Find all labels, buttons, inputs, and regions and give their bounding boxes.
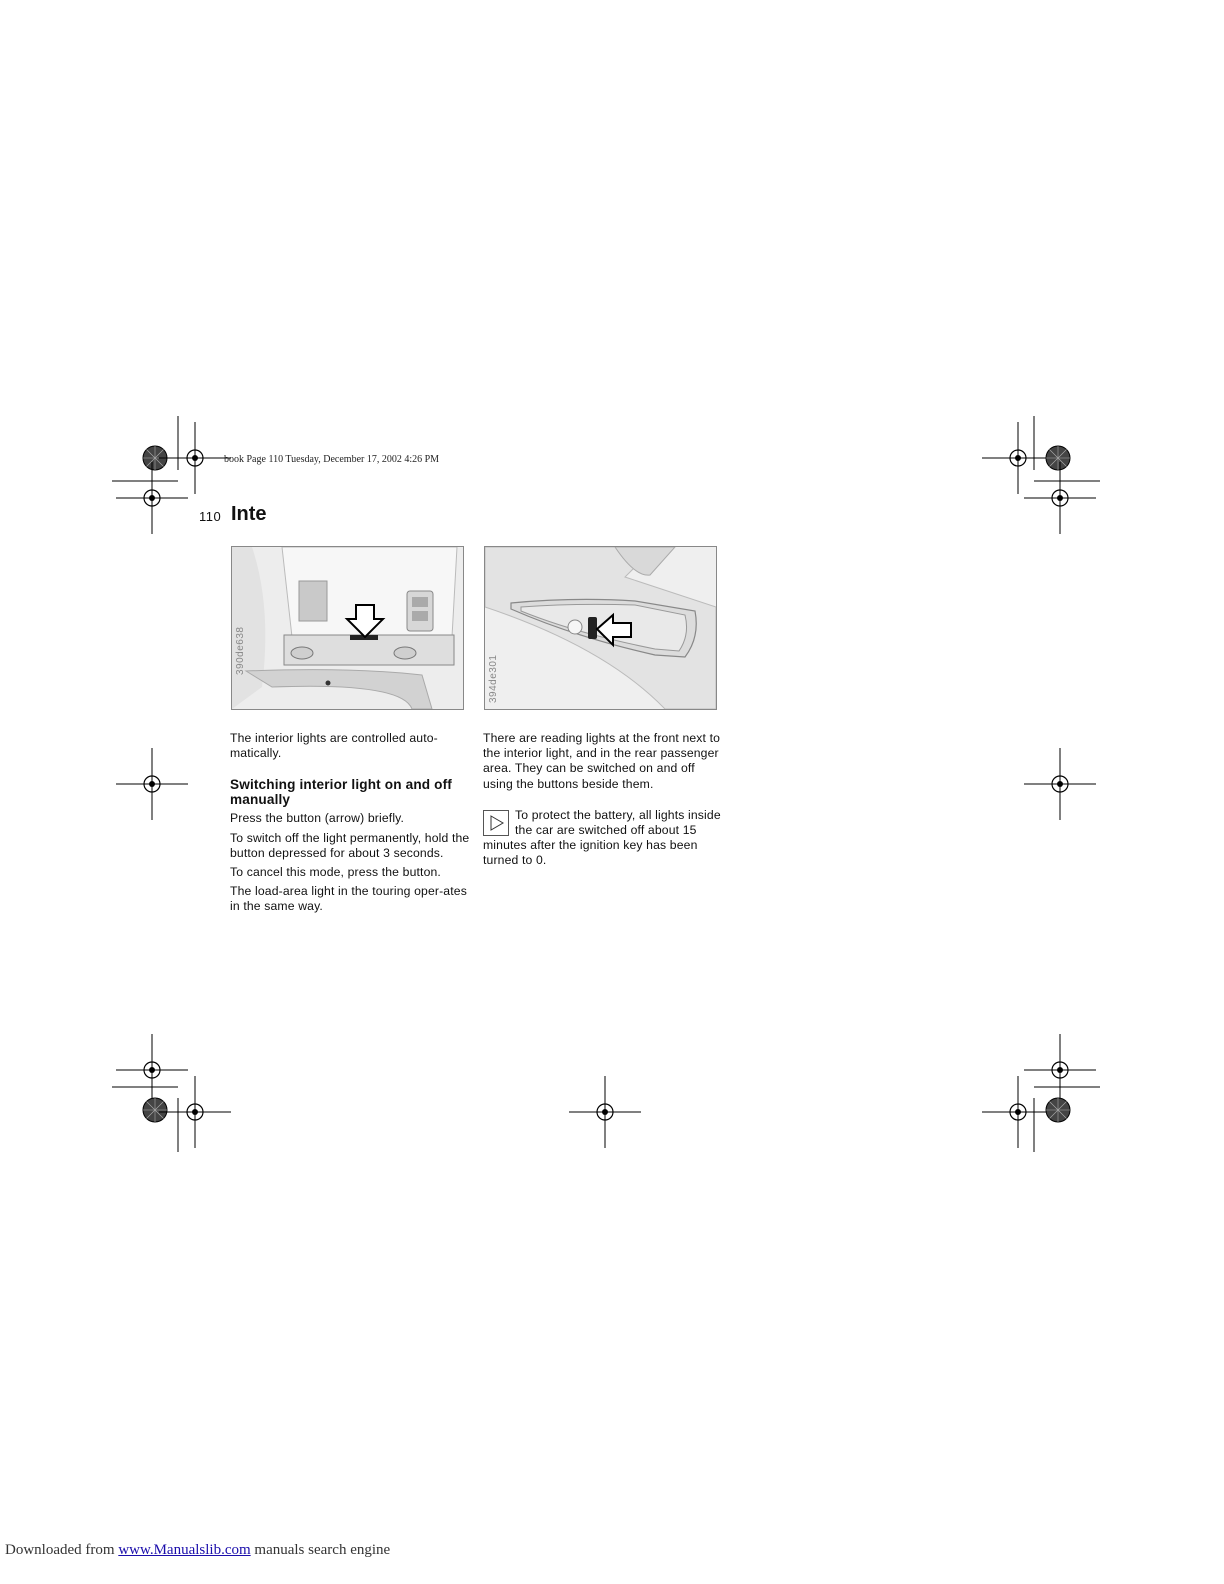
intro-text: The interior lights are controlled auto-matically. xyxy=(230,731,438,761)
footer-suffix: manuals search engine xyxy=(250,1542,391,1558)
reading-light-illustration xyxy=(485,547,716,709)
figure-reading-light xyxy=(484,546,717,710)
paragraph: To switch off the light permanently, hold the button depressed for about 3 seconds. xyxy=(230,830,470,860)
page-number: 110 xyxy=(199,509,222,524)
note-text: To protect the battery, all lights inside the car are switched off about 15 minutes after the ignition key has been turned to 0. xyxy=(483,807,721,868)
paragraph: There are reading lights at the front next to the interior light, and in the rear passenger area. They can be switched on and off using the buttons beside them. xyxy=(483,731,721,791)
paragraph: Press the button (arrow) briefly. xyxy=(230,811,405,826)
left-column xyxy=(230,731,470,919)
section-title: Inte xyxy=(231,503,267,525)
figure-code: 394de301 xyxy=(488,654,499,703)
paragraph: The load-area light in the touring oper-ates in the same way. xyxy=(230,884,467,914)
right-column xyxy=(483,731,723,869)
note xyxy=(483,808,723,869)
interior-light-illustration xyxy=(232,547,463,709)
figure-code: 390de638 xyxy=(235,626,246,675)
figure-interior-light xyxy=(231,546,464,710)
manualslib-link[interactable]: www.Manualslib.com xyxy=(118,1542,251,1558)
note-icon xyxy=(483,810,509,836)
footer-prefix: Downloaded from xyxy=(5,1542,119,1558)
subheading: Switching interior light on and off manually xyxy=(230,777,452,808)
paragraph: To cancel this mode, press the button. xyxy=(230,865,441,880)
footer xyxy=(5,1542,390,1559)
print-slug: book Page 110 Tuesday, December 17, 2002 4:26 PM xyxy=(224,454,440,465)
